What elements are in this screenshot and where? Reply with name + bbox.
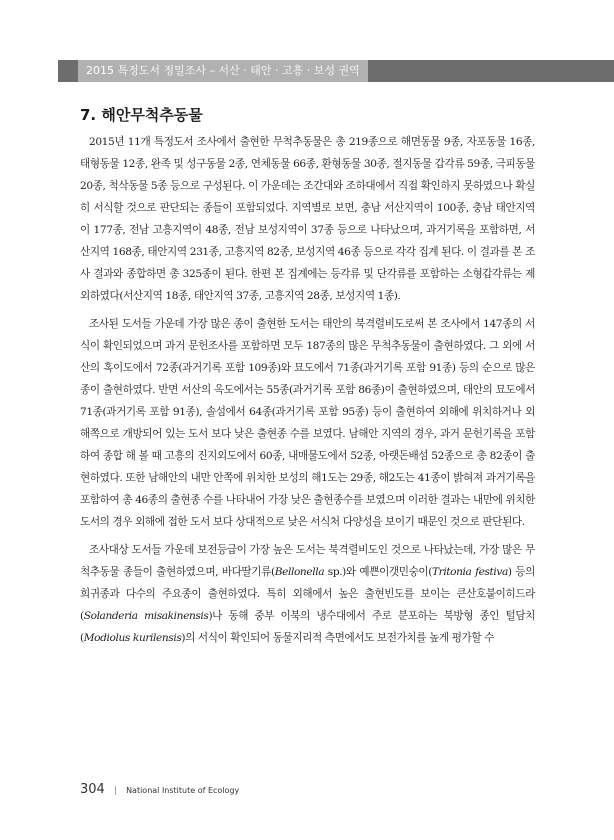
text-run: sp.)와 예쁜이갯민숭이(	[324, 566, 432, 578]
footer-separator: |	[113, 786, 117, 796]
text-run: ) 등의 희귀종과 다수의 주요종이 출현하였다. 특히 외해에서 높은 출현빈도를 보이는 큰산호붙이히드라(	[80, 566, 535, 622]
paragraph	[80, 313, 535, 533]
page-number: 304	[80, 782, 105, 797]
paragraph	[80, 131, 535, 307]
scientific-name: Tritonia festiva	[431, 566, 508, 578]
section-title: 7. 해안무척추동물	[80, 106, 203, 124]
body-text	[80, 131, 535, 649]
text-run: 2015년 11개 특정도서 조사에서 출현한 무척추동물은 총 219종으로 해면동물 9종, 자포동물 16종, 태형동물 12종, 완족 및 성구동물 2종, 연체동물 66종, 환형동물 30종, 절지동물 갑각류 59종, 극피동물 20종, 척삭동물 5종 등으로 구성된다. 이 가운데는 조간대와 조하대에서 직접 확인하지 못하였으나 확실히 서식할 것으로 판단되는 종들이 포함되었다. 지역별로 보면, 충남 서산지역이 100종, 충남 태안지역이 177종, 전남 고흥지역이 48종, 전남 보성지역이 37종 등으로 나타났으며, 과거기록을 포함하면, 서산지역 168종, 태안지역 231종, 고흥지역 82종, 보성지역 46종 등으로 각각 집계 된다. 이 결과를 본 조사 결과와 종합하면 총 325종이 된다. 한편 본 집계에는 등각류 및 단각류를 포함하는 소형갑각류는 제외하였다(서산지역 18종, 태안지역 37종, 고흥지역 28종, 보성지역 1종).	[80, 136, 535, 302]
footer-organization: National Institute of Ecology	[126, 786, 240, 795]
text-run: )나 동해 중부 이북의 냉수대에서 주로 분포하는 북방형 종인 털담치(	[80, 610, 535, 644]
text-run: 조사대상 도서들 가운데 보전등급이 가장 높은 도서는 북격렬비도인 것으로 나타났는데, 가장 많은 무척추동물 종들이 출현하였으며, 바다딸기류(	[80, 544, 535, 578]
scientific-name: Solanderia misakinensis	[83, 610, 209, 622]
scientific-name: Modiolus kurilensis	[83, 632, 182, 644]
text-run: )의 서식이 확인되어 동물지리적 측면에서도 보전가치를 높게 평가할 수	[181, 632, 495, 644]
running-title: 2015 특정도서 정밀조사 – 서산 · 태안 · 고흥 · 보성 권역	[78, 60, 368, 82]
paragraph	[80, 539, 535, 649]
page-footer	[80, 778, 239, 797]
scientific-name: Bellonella	[274, 566, 325, 578]
text-run: 조사된 도서들 가운데 가장 많은 종이 출현한 도서는 태안의 북격렬비도로써 본 조사에서 147종의 서식이 확인되었으며 과거 문헌조사를 포함하면 모두 187종의 많은 무척추동물이 출현하였다. 그 외에 서산의 혹이도에서 72종(과거기록 포함 109종)와 묘도에서 71종(과거기록 포함 91종) 등의 순으로 많은 종이 출현하였다. 반면 서산의 옥도에서는 55종(과거기록 포함 86종)이 출현하였으며, 태안의 묘도에서 71종(과거기록 포함 91종), 솔섬에서 64종(과거기록 포함 95종) 등이 출현하여 외해에 위치하거나 외해쪽으로 개방되어 있는 도서 보다 낮은 출현종 수를 보였다. 남해안 지역의 경우, 과거 문헌기록을 포함하여 종합 해 볼 때 고흥의 진지외도에서 60종, 내매물도에서 52종, 아랫돈배섬 52종으로 총 82종이 출현하였다. 또한 남해안의 내만 안쪽에 위치한 보성의 해1도는 29종, 해2도는 41종이 밝혀져 과거기록을 포함하여 총 46종의 출현종 수를 나타내어 가장 낮은 출현종수를 보였으며 이러한 결과는 내만에 위치한 도서의 경우 외해에 접한 도서 보다 상대적으로 낮은 서식처 다양성을 보이기 때문인 것으로 판단된다.	[80, 318, 535, 528]
